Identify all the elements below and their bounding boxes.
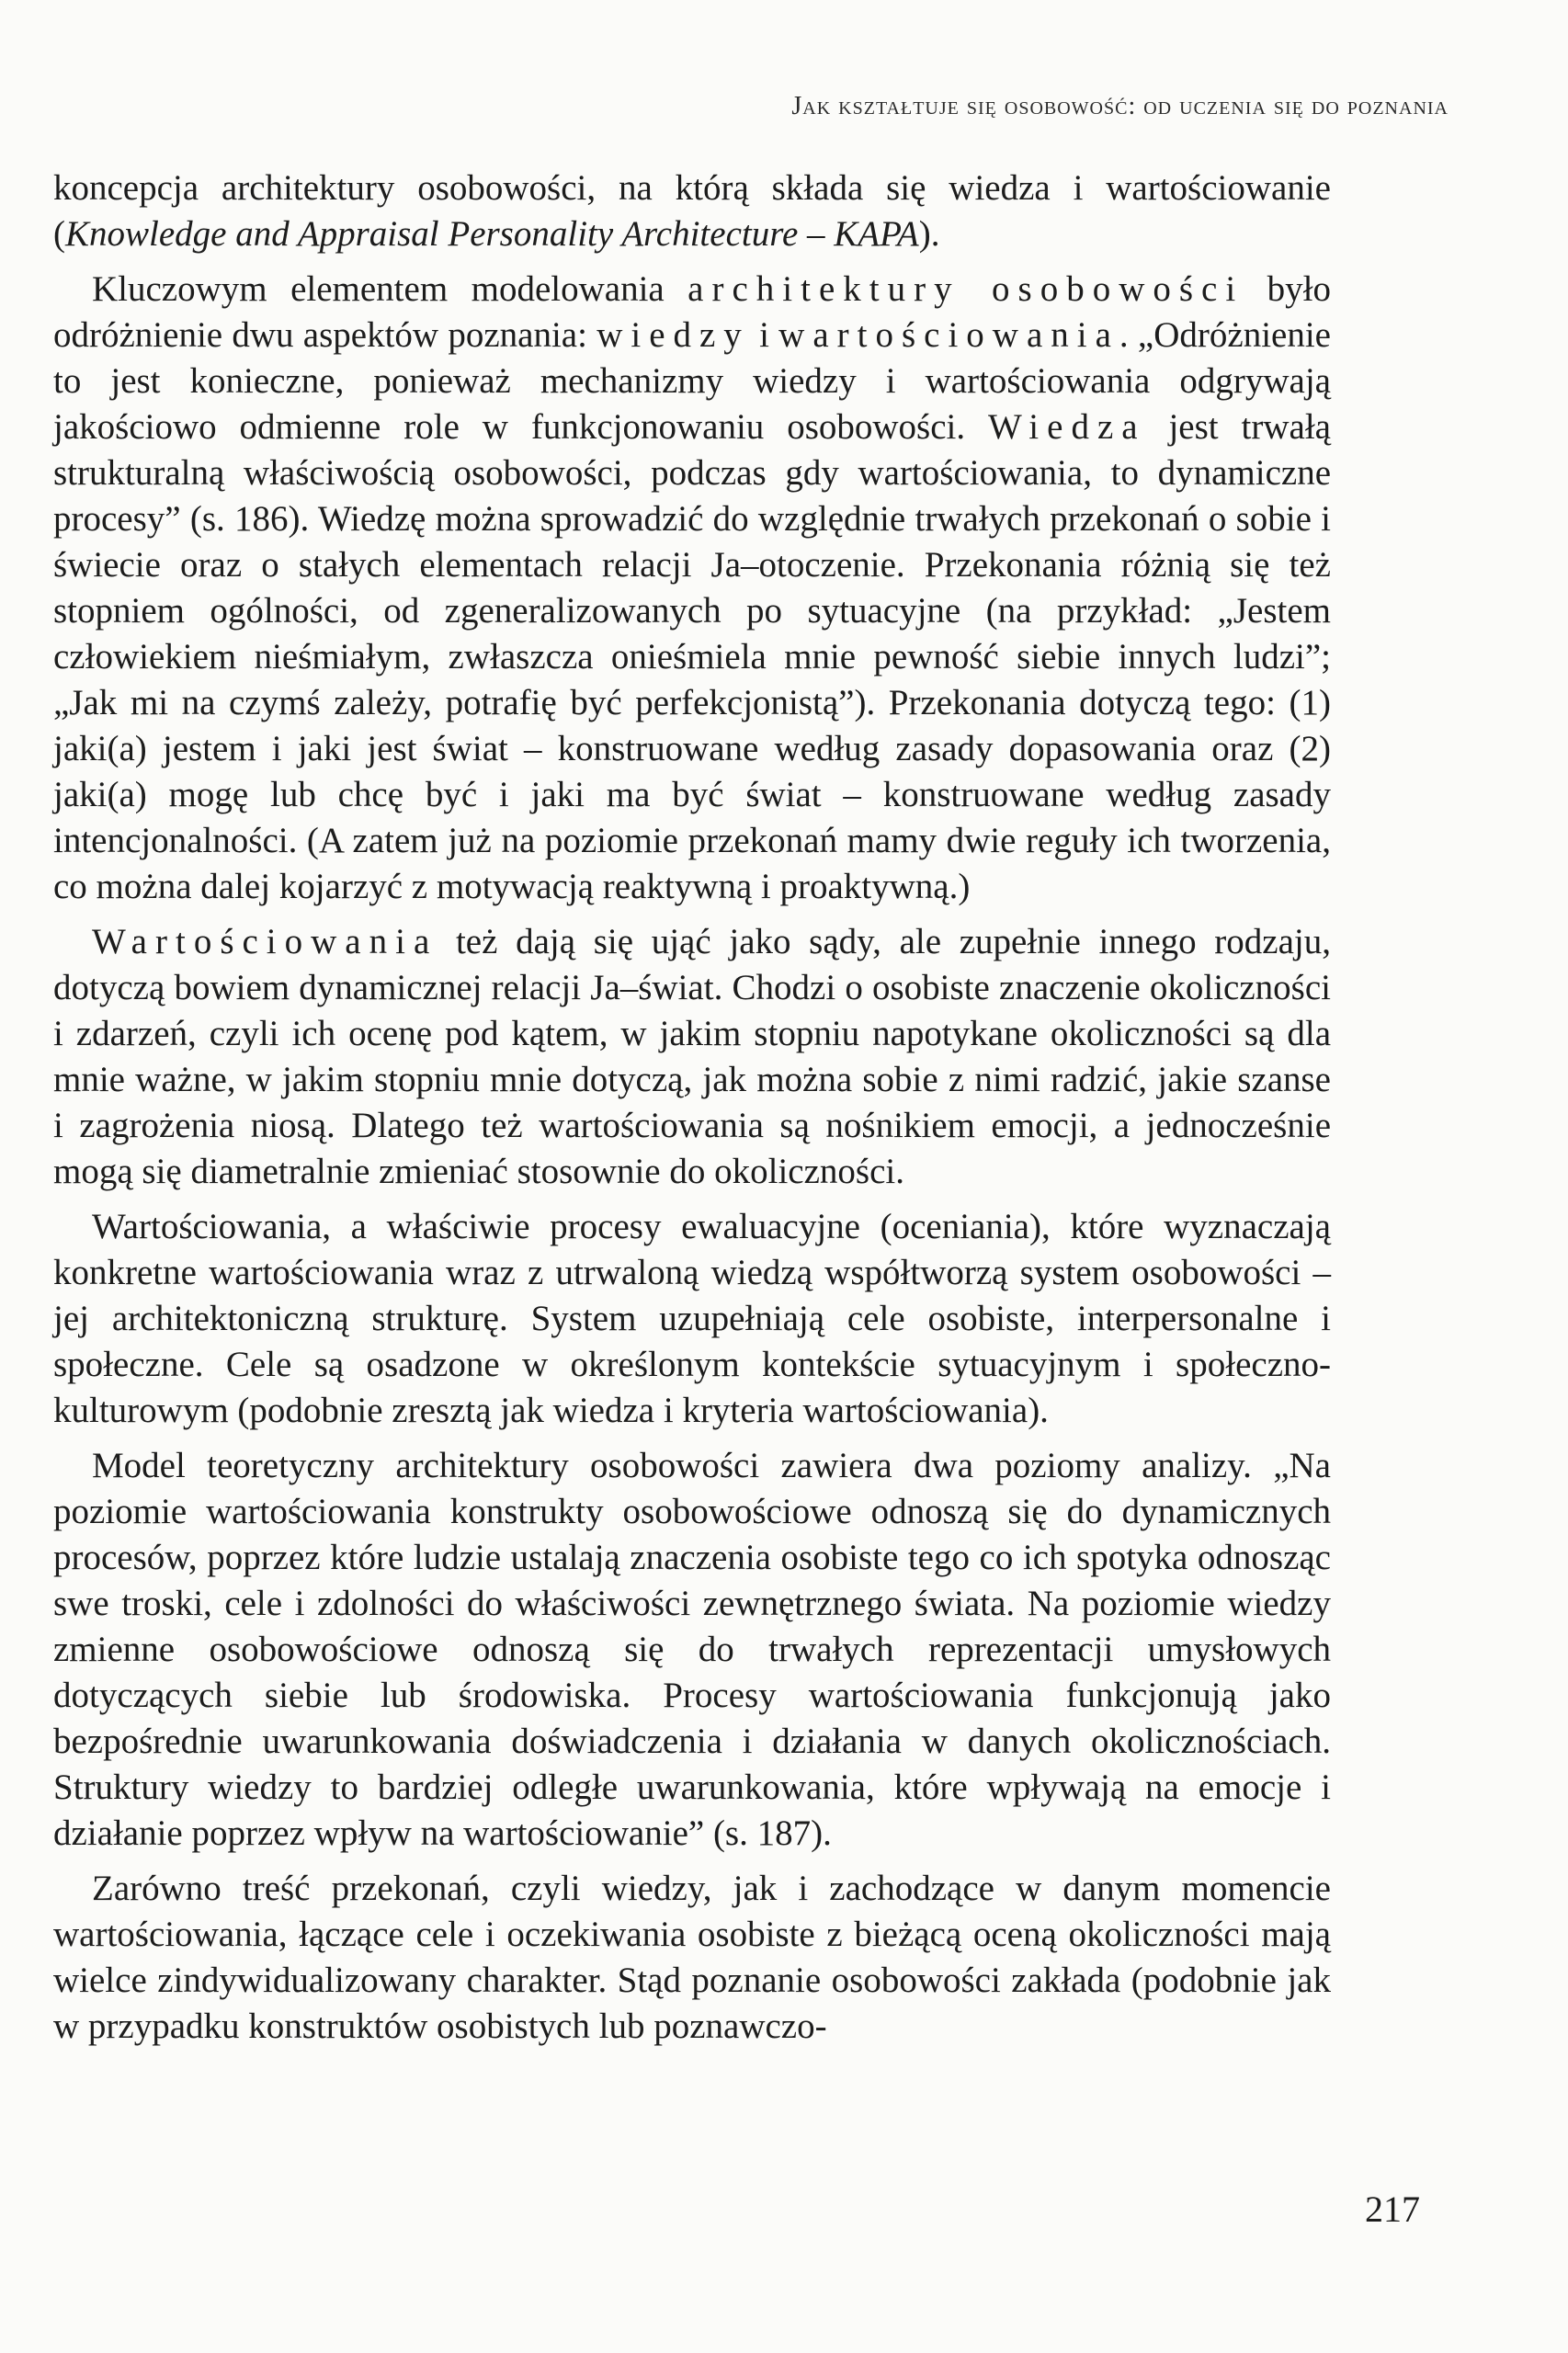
p2-spaced-wiedza: Wiedza [988,407,1146,447]
paragraph-3 [53,919,1331,1195]
p2-spaced-wiedzy: wiedzy [597,315,750,355]
paragraph-2 [53,267,1331,910]
p2-text-4: . „Odróżnienie to jest konieczne, ponieważ mechanizmy wiedzy i wartościowania odgrywają jakościowo odmienne role w funkcjonowaniu osobowości. [53,315,1331,447]
p2-spaced-architektury: architektury osobowości [687,269,1244,309]
body-text [53,165,1331,2059]
p1-text: koncepcja architektury osobowości, na którą składa się wiedza i wartościowanie ( [53,168,1331,254]
page-number: 217 [1365,2188,1420,2230]
running-head: Jak kształtuje się osobowość: od uczenia się do poznania [791,92,1449,120]
paragraph-1 [53,165,1331,257]
p1-end: ). [918,214,940,254]
p3-spaced-wartosciowania: Wartościowania [92,922,438,961]
paragraph-5: Model teoretyczny architektury osobowości zawiera dwa poziomy analizy. „Na poziomie wartościowania konstrukty osobowościowe odnoszą się do dynamicznych procesów, poprzez które ludzie ustalają znaczenia osobiste tego co ich spotyka odnosząc swe troski, cele i zdolności do właściwości zewnętrznego świata. Na poziomie wiedzy zmienne osobowościowe odnoszą się do trwałych reprezentacji umysłowych dotyczących siebie lub środowiska. Procesy wartościowania funkcjonują jako bezpośrednie uwarunkowania doświadczenia i działania w danych okolicznościach. Struktury wiedzy to bardziej odległe uwarunkowania, które wpływają na emocje i działanie poprzez wpływ na wartościowanie” (s. 187). [53,1446,1331,1853]
p1-italic-term: Knowledge and Appraisal Personality Architecture – KAPA [65,214,919,254]
p2-text-3: i [749,315,779,355]
paragraph-6: Zarówno treść przekonań, czyli wiedzy, jak i zachodzące w danym momencie wartościowania, łączące cele i oczekiwania osobiste z bieżącą oceną okoliczności mają wielce zindywidualizowany charakter. Stąd poznanie osobowości zakłada (podobnie jak w przypadku konstruktów osobistych lub poznawczo- [53,1869,1331,2046]
paragraph-4: Wartościowania, a właściwie procesy ewaluacyjne (oceniania), które wyznaczają konkretne wartościowania wraz z utrwaloną wiedzą współtworzą system osobowości – jej architektoniczną strukturę. System uzupełniają cele osobiste, interpersonalne i społeczne. Cele są osadzone w określonym kontekście sytuacyjnym i społeczno-kulturowym (podobnie zresztą jak wiedza i kryteria wartościowania). [53,1207,1331,1430]
p3-text: też dają się ująć jako sądy, ale zupełnie innego rodzaju, dotyczą bowiem dynamicznej relacji Ja–świat. Chodzi o osobiste znaczenie okoliczności i zdarzeń, czyli ich ocenę pod kątem, w jakim stopniu napotykane okoliczności są dla mnie ważne, w jakim stopniu mnie dotyczą, jak można sobie z nimi radzić, jakie szanse i zagrożenia niosą. Dlatego też wartościowania są nośnikiem emocji, a jednocześnie mogą się diametralnie zmieniać stosownie do okoliczności. [53,922,1331,1191]
p2-text-2: było odróżnienie dwu aspektów poznania: [53,269,1331,355]
p2-text-1: Kluczowym elementem modelowania [92,269,688,309]
p2-spaced-wartosciowania: wartościowania [778,315,1119,355]
p2-text-5: jest trwałą strukturalną właściwością osobowości, podczas gdy wartościowania, to dynamiczne procesy” (s. 186). Wiedzę można sprowadzić do względnie trwałych przekonań o sobie i świecie oraz o stałych elementach relacji Ja–otoczenie. Przekonania różnią się też stopniem ogólności, od zgeneralizowanych po sytuacyjne (na przykład: „Jestem człowiekiem nieśmiałym, zwłaszcza onieśmiela mnie pewność siebie innych ludzi”; „Jak mi na czymś zależy, potrafię być perfekcjonistą”). Przekonania dotyczą tego: (1) jaki(a) jestem i jaki jest świat – konstruowane według zasady dopasowania oraz (2) jaki(a) mogę lub chcę być i jaki ma być świat – konstruowane według zasady intencjonalności. (A zatem już na poziomie przekonań mamy dwie reguły ich tworzenia, co można dalej kojarzyć z motywacją reaktywną i proaktywną.) [53,407,1331,906]
